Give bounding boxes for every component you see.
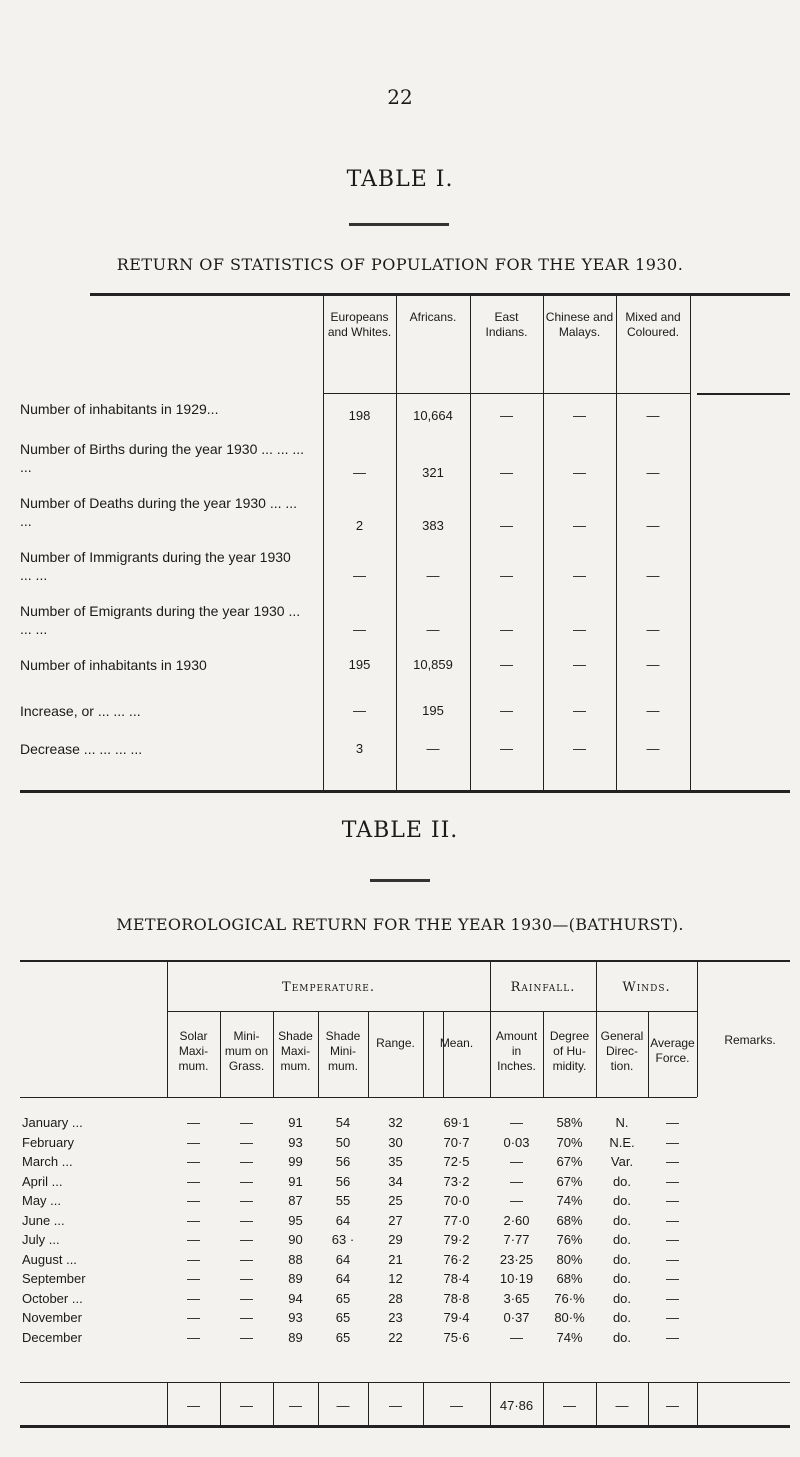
table-cell: — [240, 1115, 253, 1130]
table-cell: 28 [388, 1290, 403, 1306]
table-cell: 74% [556, 1193, 583, 1208]
table-cell: 64 [335, 1251, 351, 1267]
month-label: February [22, 1134, 75, 1150]
table-cell: — [666, 1271, 679, 1286]
table-cell: 54 [335, 1115, 351, 1130]
table-cell: 58% [556, 1115, 583, 1130]
table-cell: — [240, 1212, 253, 1228]
total-cell: — [389, 1398, 402, 1413]
column-divider [697, 962, 698, 1097]
table-cell: — [500, 408, 513, 423]
table-cell: — [187, 1173, 200, 1189]
table-cell: 2·60 [503, 1212, 530, 1228]
table-cell: 78·8 [443, 1290, 470, 1306]
column-header: Mini- mum on Grass. [224, 1029, 269, 1073]
month-label: August ... [22, 1251, 77, 1267]
total-cell: — [563, 1398, 576, 1413]
table-cell: — [240, 1154, 253, 1169]
row-label: Number of Immigrants during the year 1930 ... ... [20, 549, 291, 583]
table-cell: — [240, 1134, 253, 1150]
table-cell: — [240, 1173, 253, 1189]
title-rule [349, 223, 449, 226]
column-header: Degree of Hu- midity. [549, 1029, 590, 1073]
table-cell: 64 [335, 1271, 351, 1286]
row-label: Decrease ... ... ... ... [20, 741, 143, 757]
table-cell: 12 [388, 1271, 403, 1286]
table-cell: — [510, 1173, 523, 1189]
table-cell: — [573, 741, 586, 756]
remarks-header: Remarks. [724, 1033, 776, 1047]
table1-title: TABLE I. [346, 167, 454, 192]
table-cell: — [500, 568, 513, 583]
table-cell: 10,859 [413, 657, 453, 672]
table-cell: — [240, 1271, 253, 1286]
table-cell: — [187, 1251, 200, 1267]
table-cell: 65 [335, 1329, 351, 1345]
table-cell: — [573, 622, 586, 637]
row-label: Number of inhabitants in 1930 [20, 657, 207, 673]
table-cell: 69·1 [443, 1115, 470, 1130]
table-cell: — [646, 568, 660, 583]
table-cell: — [510, 1193, 523, 1208]
table-cell: — [187, 1232, 200, 1247]
table-rule-bottom [20, 790, 790, 793]
table-cell: 32 [388, 1115, 403, 1130]
table-cell: — [666, 1251, 679, 1267]
table-cell: 55 [335, 1193, 351, 1208]
table-cell: N.E. [609, 1134, 635, 1150]
column-divider [443, 1012, 444, 1097]
table-cell: 23·25 [499, 1251, 534, 1267]
month-label: June ... [22, 1212, 65, 1228]
table-cell: — [573, 703, 586, 718]
table-cell: 383 [422, 518, 444, 533]
column-header: Shade Maxi- mum. [278, 1029, 313, 1073]
table-cell: 34 [388, 1173, 403, 1189]
month-label: September [22, 1271, 86, 1286]
table-cell: — [646, 408, 660, 423]
table-cell: 76% [556, 1232, 583, 1247]
table-cell: do. [612, 1173, 632, 1189]
table-cell: 35 [388, 1154, 403, 1169]
table-cell: — [353, 465, 366, 480]
total-cell: — [240, 1398, 253, 1413]
month-label: July ... [22, 1232, 60, 1247]
column-header: Solar Maxi- mum. [178, 1029, 209, 1073]
table-cell: 65 [335, 1310, 351, 1325]
table-cell: — [187, 1193, 200, 1208]
header-rule [323, 393, 690, 394]
table-cell: 76·2 [443, 1251, 470, 1267]
table-cell: — [573, 568, 586, 583]
table-cell: 77·0 [443, 1212, 470, 1228]
month-label: December [22, 1329, 82, 1345]
row-label: Number of Deaths during the year 1930 ... ... ... [20, 495, 298, 529]
table-cell: — [573, 657, 586, 672]
table-cell: — [500, 622, 513, 637]
column-divider [423, 1012, 424, 1097]
table-cell: — [500, 465, 513, 480]
table-cell: — [666, 1290, 679, 1306]
table-cell: 23 [388, 1310, 403, 1325]
table-cell: 10·19 [499, 1271, 534, 1286]
table-cell: 91 [288, 1173, 303, 1189]
table-cell: — [187, 1271, 200, 1286]
header-rule-right [697, 393, 790, 395]
table-cell: — [187, 1212, 200, 1228]
table-cell: 99 [288, 1154, 303, 1169]
table-cell: — [646, 657, 660, 672]
table-cell: — [187, 1115, 200, 1130]
table-cell: — [666, 1232, 679, 1247]
table-cell: 79·2 [443, 1232, 470, 1247]
table-cell: 30 [388, 1134, 403, 1150]
table-cell: 56 [335, 1154, 351, 1169]
table-cell: — [666, 1193, 679, 1208]
table-rule-bottom [20, 1425, 790, 1428]
table-cell: 3 [355, 741, 364, 756]
table-cell: — [240, 1329, 253, 1345]
total-cell: 47·86 [499, 1398, 534, 1413]
table-cell: — [500, 657, 513, 672]
table-rule-top [90, 293, 790, 296]
table-cell: 63 · [331, 1232, 355, 1247]
column-header: General Direc- tion. [600, 1029, 644, 1073]
column-header: Europeans and Whites. [327, 310, 392, 339]
table2-title: TABLE II. [341, 818, 459, 843]
title-rule [370, 879, 430, 882]
table-cell: 10,664 [413, 408, 453, 423]
table-cell: 25 [388, 1193, 403, 1208]
table-cell: 89 [288, 1271, 303, 1286]
month-label: March ... [22, 1154, 73, 1169]
table-cell: 7·77 [503, 1232, 530, 1247]
table-cell: — [646, 622, 660, 637]
table-rule-top [20, 960, 790, 962]
table-cell: 73·2 [443, 1173, 470, 1189]
total-cell: — [289, 1398, 302, 1413]
table-cell: — [500, 703, 513, 718]
table-cell: — [646, 518, 660, 533]
column-header: Mixed and Coloured. [625, 310, 681, 339]
table-cell: — [240, 1232, 253, 1247]
table-cell: do. [612, 1251, 632, 1267]
table-cell: — [240, 1251, 253, 1267]
table-cell: — [666, 1154, 679, 1169]
table-cell: do. [612, 1329, 632, 1345]
table-cell: 50 [335, 1134, 351, 1150]
table-cell: — [187, 1154, 200, 1169]
column-header: East Indians. [485, 310, 528, 339]
page-number: 22 [387, 85, 413, 109]
table-cell: 70% [556, 1134, 583, 1150]
table-cell: do. [612, 1271, 632, 1286]
table-cell: 198 [348, 408, 371, 423]
table-cell: 76·% [554, 1290, 585, 1306]
table-cell: — [187, 1329, 200, 1345]
total-cell: — [450, 1398, 463, 1413]
table-cell: — [646, 465, 660, 480]
table2-heading: METEOROLOGICAL RETURN FOR THE YEAR 1930—(BATHURST). [116, 915, 684, 934]
column-divider [697, 1383, 698, 1425]
table-cell: 72·5 [443, 1154, 470, 1169]
table1-heading: RETURN OF STATISTICS OF POPULATION FOR THE YEAR 1930. [116, 255, 684, 274]
total-cell: — [187, 1398, 200, 1413]
table-cell: 22 [388, 1329, 403, 1345]
table-cell: Var. [610, 1154, 634, 1169]
row-label: Number of inhabitants in 1929... [20, 401, 219, 417]
table-cell: — [353, 703, 366, 718]
total-cell: — [336, 1398, 350, 1413]
group-rule [167, 1011, 697, 1012]
month-label: April ... [22, 1173, 63, 1189]
table-cell: 94 [288, 1290, 303, 1306]
table-cell: do. [612, 1310, 632, 1325]
table-cell: — [666, 1310, 679, 1325]
table-cell: 90 [288, 1232, 303, 1247]
table-cell: 68% [556, 1271, 583, 1286]
table-cell: 70·7 [443, 1134, 470, 1150]
table-cell: do. [612, 1193, 632, 1208]
table-cell: 68% [556, 1212, 583, 1228]
table-cell: — [666, 1212, 679, 1228]
column-header: Amount in Inches. [495, 1029, 538, 1073]
table-cell: 67% [556, 1173, 583, 1189]
table-cell: — [646, 703, 660, 718]
row-label: Number of Emigrants during the year 1930 ... ... ... [20, 603, 301, 637]
table-cell: 195 [422, 703, 444, 718]
winds-group-header: Winds. [622, 980, 671, 995]
table-cell: — [240, 1193, 253, 1208]
table-cell: 80% [556, 1251, 583, 1267]
table-cell: — [666, 1134, 679, 1150]
column-divider [690, 296, 691, 790]
table-cell: 95 [288, 1212, 303, 1228]
table-cell: — [187, 1290, 200, 1306]
table-cell: — [510, 1115, 523, 1130]
table-cell: — [240, 1310, 253, 1325]
table-cell: 64 [335, 1212, 351, 1228]
total-rule [20, 1382, 790, 1383]
table-cell: — [353, 568, 366, 583]
table-cell: 70·0 [443, 1193, 470, 1208]
month-label: October ... [22, 1290, 83, 1306]
table-cell: 29 [388, 1232, 403, 1247]
month-label: May ... [22, 1193, 62, 1208]
table-cell: — [510, 1154, 523, 1169]
table-cell: — [426, 622, 440, 637]
table-cell: — [240, 1290, 253, 1306]
table-cell: — [510, 1329, 523, 1345]
table-cell: 80·% [554, 1310, 585, 1325]
header-rule [20, 1097, 697, 1098]
table-cell: — [666, 1173, 679, 1189]
table-cell: 93 [288, 1134, 303, 1150]
column-header: Africans. [409, 310, 457, 324]
row-label: Increase, or ... ... ... [20, 703, 141, 719]
table-cell: 67% [556, 1154, 583, 1169]
total-cell: — [615, 1398, 629, 1413]
table-cell: — [426, 568, 440, 583]
column-header: Mean. [439, 1036, 474, 1050]
table-cell: 195 [348, 657, 371, 672]
table-cell: 75·6 [443, 1329, 470, 1345]
column-header: Range. [376, 1036, 415, 1050]
row-label: Number of Births during the year 1930 ... ... ... ... [20, 441, 305, 475]
month-label: November [22, 1310, 82, 1325]
table-cell: 321 [422, 465, 444, 480]
table-cell: 21 [388, 1251, 403, 1267]
table-cell: 89 [288, 1329, 303, 1345]
table-cell: 2 [355, 518, 364, 533]
table-cell: 91 [288, 1115, 303, 1130]
table-cell: — [573, 465, 586, 480]
table-cell: 87 [288, 1193, 303, 1208]
table-cell: 74% [556, 1329, 583, 1345]
table-cell: N. [615, 1115, 629, 1130]
month-label: January ... [22, 1115, 83, 1130]
rainfall-group-header: Rainfall. [510, 980, 576, 995]
total-cell: — [666, 1398, 679, 1413]
column-header: Shade Mini- mum. [325, 1029, 361, 1073]
table-cell: — [426, 741, 440, 756]
table-cell: 79·4 [443, 1310, 470, 1325]
table-cell: do. [612, 1290, 632, 1306]
table-cell: 0·37 [503, 1310, 530, 1325]
table-cell: — [353, 622, 366, 637]
table-cell: 0·03 [503, 1134, 530, 1150]
table-cell: — [573, 518, 586, 533]
table-cell: — [646, 741, 660, 756]
column-header: Average Force. [650, 1036, 695, 1065]
table-cell: — [500, 518, 513, 533]
table-cell: — [573, 408, 586, 423]
table-cell: 88 [288, 1251, 303, 1267]
temperature-group-header: Temperature. [282, 980, 375, 995]
table-cell: — [666, 1329, 679, 1345]
table-cell: 27 [388, 1212, 403, 1228]
table-cell: — [666, 1115, 679, 1130]
table-cell: do. [612, 1232, 632, 1247]
table-cell: do. [612, 1212, 632, 1228]
column-header: Chinese and Malays. [545, 310, 614, 339]
table-cell: 65 [335, 1290, 351, 1306]
table-cell: 3·65 [503, 1290, 530, 1306]
table-cell: 78·4 [443, 1271, 470, 1286]
table-cell: — [187, 1310, 200, 1325]
table-cell: 56 [335, 1173, 351, 1189]
table-cell: — [187, 1134, 200, 1150]
table-cell: — [500, 741, 513, 756]
table-cell: 93 [288, 1310, 303, 1325]
column-divider [368, 1012, 369, 1097]
